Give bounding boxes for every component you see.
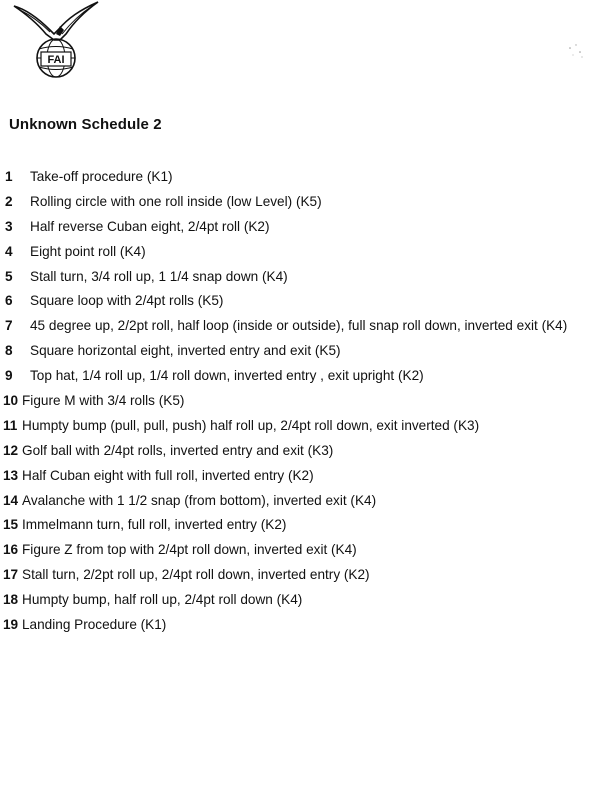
schedule-item-text: Rolling circle with one roll inside (low Level) (K5)	[30, 193, 322, 209]
schedule-item	[0, 192, 600, 217]
schedule-item-text: Humpty bump, half roll up, 2/4pt roll down (K4)	[22, 592, 303, 608]
schedule-item-text: Take-off procedure (K1)	[30, 169, 173, 184]
schedule-item-text: Stall turn, 3/4 roll up, 1 1/4 snap down (K4)	[30, 268, 288, 284]
schedule-item-text: Figure M with 3/4 rolls (K5)	[22, 393, 185, 409]
schedule-item	[0, 466, 600, 491]
schedule-item-text: Immelmann turn, full roll, inverted entry (K2)	[22, 517, 287, 533]
schedule-item-number: 10	[3, 393, 19, 409]
schedule-item	[0, 242, 600, 267]
schedule-item-text: Figure Z from top with 2/4pt roll down, inverted exit (K4)	[22, 542, 357, 558]
schedule-item-number: 13	[3, 467, 19, 483]
schedule-item-text: Eight point roll (K4)	[30, 243, 146, 259]
schedule-item-number: 4	[5, 243, 13, 259]
schedule-item-number: 8	[5, 343, 13, 359]
schedule-item-number: 12	[3, 442, 19, 458]
schedule-item	[0, 565, 600, 590]
page-title: Unknown Schedule 2	[9, 116, 162, 133]
schedule-item	[0, 441, 600, 466]
schedule-item	[0, 167, 600, 192]
schedule-item	[0, 217, 600, 242]
schedule-item	[0, 540, 600, 565]
schedule-item-number: 9	[5, 368, 13, 384]
schedule-item	[0, 267, 600, 292]
schedule-item	[0, 341, 600, 366]
schedule-item	[0, 590, 600, 615]
schedule-item-number: 18	[3, 592, 19, 608]
schedule-item-text: Golf ball with 2/4pt rolls, inverted entry and exit (K3)	[22, 442, 334, 458]
schedule-item	[0, 615, 600, 640]
schedule-item	[0, 491, 600, 516]
schedule-item-number: 14	[3, 492, 19, 508]
schedule-item-number: 6	[5, 293, 13, 309]
fai-logo	[10, 0, 100, 82]
schedule-item-number: 11	[3, 417, 18, 433]
schedule-item-number: 17	[3, 567, 19, 583]
scan-speck-icon	[564, 40, 586, 62]
schedule-item-number: 2	[5, 193, 13, 209]
schedule-list	[0, 167, 600, 640]
schedule-item	[0, 366, 600, 391]
schedule-item-number: 19	[3, 617, 19, 633]
fai-eagle-globe-logo-icon	[10, 0, 100, 82]
logo-text: FAI	[47, 54, 65, 66]
schedule-item-number: 5	[5, 268, 13, 284]
schedule-item	[0, 291, 600, 316]
schedule-item-number: 1	[5, 169, 13, 184]
schedule-item	[0, 416, 600, 441]
schedule-item	[0, 515, 600, 540]
schedule-item	[0, 391, 600, 416]
schedule-item-text: Half reverse Cuban eight, 2/4pt roll (K2)	[30, 218, 270, 234]
schedule-item-text: Humpty bump (pull, pull, push) half roll up, 2/4pt roll down, exit inverted (K3)	[22, 417, 480, 433]
schedule-item-text: 45 degree up, 2/2pt roll, half loop (inside or outside), full snap roll down, inverted exit (K4)	[30, 318, 568, 334]
schedule-item-text: Square horizontal eight, inverted entry and exit (K5)	[30, 343, 341, 359]
schedule-item-text: Top hat, 1/4 roll up, 1/4 roll down, inverted entry , exit upright (K2)	[30, 368, 424, 384]
schedule-item-text: Avalanche with 1 1/2 snap (from bottom), inverted exit (K4)	[22, 492, 377, 508]
schedule-item-text: Landing Procedure (K1)	[22, 617, 167, 633]
schedule-item-number: 3	[5, 218, 13, 234]
schedule-item	[0, 316, 600, 341]
schedule-item-text: Half Cuban eight with full roll, inverted entry (K2)	[22, 467, 314, 483]
schedule-item-number: 15	[3, 517, 19, 533]
schedule-item-number: 7	[5, 318, 13, 334]
schedule-item-number: 16	[3, 542, 19, 558]
schedule-item-text: Stall turn, 2/2pt roll up, 2/4pt roll down, inverted entry (K2)	[22, 567, 370, 583]
schedule-item-text: Square loop with 2/4pt rolls (K5)	[30, 293, 224, 309]
